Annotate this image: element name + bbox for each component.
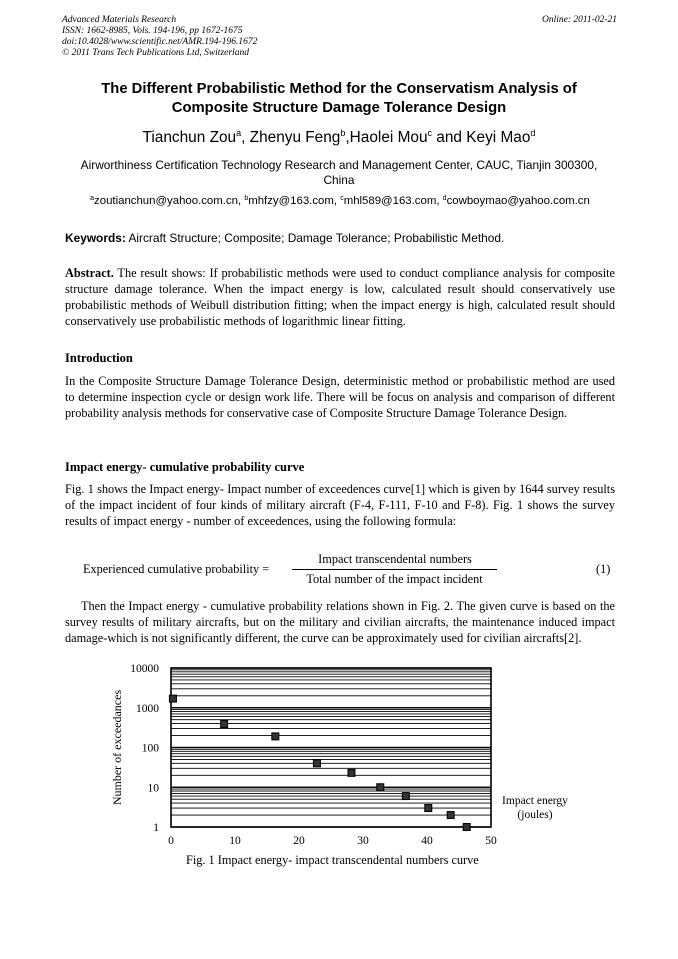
- section-heading-impact-energy: Impact energy- cumulative probability curve: [65, 460, 305, 474]
- x-tick-labels: [168, 835, 497, 847]
- y-tick-label: 100: [141, 742, 159, 755]
- online-date: Online: 2011-02-21: [541, 15, 617, 25]
- x-tick-label: 0: [168, 835, 174, 847]
- impact-energy-chart: [0, 660, 678, 850]
- email-sup: b: [244, 195, 249, 202]
- y-tick-label: 10000: [130, 663, 159, 675]
- x-axis-label-line-2: (joules): [517, 809, 553, 821]
- y-tick-label: 1: [153, 822, 159, 834]
- y-tick-label: 1000: [136, 702, 159, 715]
- email-sup: d: [442, 195, 447, 202]
- data-points: [169, 695, 470, 830]
- data-point-square: [348, 769, 355, 776]
- data-point-square: [221, 721, 228, 728]
- x-tick-label: 20: [293, 835, 305, 847]
- introduction-paragraph: In the Composite Structure Damage Tolerance Design, deterministic method or probabilistic method are used to determine inspection cycle or design work life. There will be focus on analysis and comparison of different probability analysis methods for conservative case of Composite Structure Damage Tolerance Design.: [65, 374, 615, 420]
- email-list: [62, 195, 618, 207]
- email-sup: a: [90, 195, 95, 202]
- impact-paragraph: Fig. 1 shows the Impact energy- Impact number of exceedences curve[1] which is given by 1644 survey results of the impact incident of four kinds of military aircraft (F-4, F-111, F-10 and F-8). Fig. 1 shows the survey results of impact energy - number of exceedences, using the following formula:: [65, 482, 615, 528]
- x-tick-label: 10: [229, 835, 241, 847]
- author-separator: ,: [345, 129, 350, 146]
- y-tick-label: 10: [147, 782, 159, 795]
- author-sup: c: [427, 128, 433, 138]
- data-point-square: [463, 824, 470, 831]
- affiliation-line-2: China: [323, 173, 355, 187]
- author-separator: ,: [241, 129, 250, 146]
- equation-fraction-bar: [292, 569, 497, 570]
- journal-name: Advanced Materials Research: [62, 15, 177, 25]
- email-link[interactable]: zoutianchun@yahoo.com.cn: [94, 195, 238, 207]
- figure-caption: Fig. 1 Impact energy- impact transcendental numbers curve: [186, 853, 479, 867]
- x-tick-label: 30: [357, 835, 369, 847]
- email-sup: c: [340, 195, 344, 202]
- author-name: Zhenyu Feng: [249, 129, 341, 146]
- equation-lhs: Experienced cumulative probability =: [83, 562, 270, 576]
- author-separator: and: [432, 129, 467, 146]
- email-link[interactable]: mhfzy@163.com: [248, 195, 334, 207]
- affiliation-line-1: Airworthiness Certification Technology Research and Management Center, CAUC, Tianjin 300300,: [80, 158, 598, 172]
- affiliation: [62, 158, 616, 188]
- author-name: Keyi Mao: [466, 129, 531, 146]
- x-tick-label: 50: [485, 835, 497, 847]
- journal-doi: doi:10.4028/www.scientific.net/AMR.194-196.1672: [62, 37, 258, 47]
- author-sup: d: [530, 128, 536, 138]
- journal-issn: ISSN: 1662-8985, Vols. 194-196, pp 1672-1675: [62, 26, 243, 36]
- author-name: Tianchun Zou: [142, 129, 237, 146]
- then-paragraph: Then the Impact energy - cumulative probability relations shown in Fig. 2. The given curve is based on the survey results of military aircrafts, but on the military and civilian aircrafts, the maintenance induced impact damage-which is not significantly different, the curve can be approximately used for civilian aircrafts[2].: [65, 599, 615, 645]
- equation-denominator: Total number of the impact incident: [306, 572, 483, 586]
- x-axis-label-line-1: Impact energy: [502, 795, 568, 807]
- data-point-square: [447, 812, 454, 819]
- journal-header: [62, 15, 617, 59]
- abstract-text: The result shows: If probabilistic methods were used to conduct compliance analysis for composite structure damage tolerance. When the impact energy is low, calculated result should conservatively use probabilistic methods of Weibull distribution fitting; when the impact energy is high, calculated result should conservatively use probabilistic methods of logarithmic linear fitting.: [65, 266, 615, 328]
- title-line-1: The Different Probabilistic Method for the Conservatism Analysis of: [101, 81, 577, 97]
- title-line-2: Composite Structure Damage Tolerance Design: [171, 100, 507, 116]
- chart-grid: [171, 668, 491, 827]
- data-point-square: [169, 695, 176, 702]
- keywords: [65, 231, 617, 245]
- author-list: [60, 128, 618, 147]
- data-point-square: [402, 793, 409, 800]
- data-point-square: [377, 784, 384, 791]
- paper-title: [60, 80, 618, 118]
- keywords-text: Aircraft Structure; Composite; Damage Tolerance; Probabilistic Method.: [125, 231, 505, 245]
- email-link[interactable]: mhl589@163.com: [343, 195, 437, 207]
- author-sup: b: [340, 128, 346, 138]
- data-point-square: [313, 760, 320, 767]
- equation-numerator: Impact transcendental numbers: [318, 552, 472, 566]
- author-name: Haolei Mou: [349, 129, 428, 146]
- y-axis-label: Number of exceedances: [110, 689, 124, 806]
- y-tick-labels: [130, 663, 159, 834]
- email-separator: ,: [333, 195, 341, 207]
- abstract-label: Abstract.: [65, 266, 114, 280]
- email-link[interactable]: cowboymao@yahoo.com.cn: [446, 195, 590, 207]
- journal-copyright: © 2011 Trans Tech Publications Ltd, Switzerland: [62, 48, 249, 58]
- data-point-square: [272, 733, 279, 740]
- equation-number: (1): [596, 562, 611, 576]
- author-sup: a: [236, 128, 242, 138]
- x-tick-label: 40: [421, 835, 433, 847]
- abstract: [65, 265, 615, 329]
- email-separator: ,: [436, 195, 443, 207]
- keywords-label: Keywords:: [65, 231, 126, 245]
- section-heading-introduction: Introduction: [65, 351, 133, 365]
- data-point-square: [425, 805, 432, 812]
- email-separator: ,: [237, 195, 245, 207]
